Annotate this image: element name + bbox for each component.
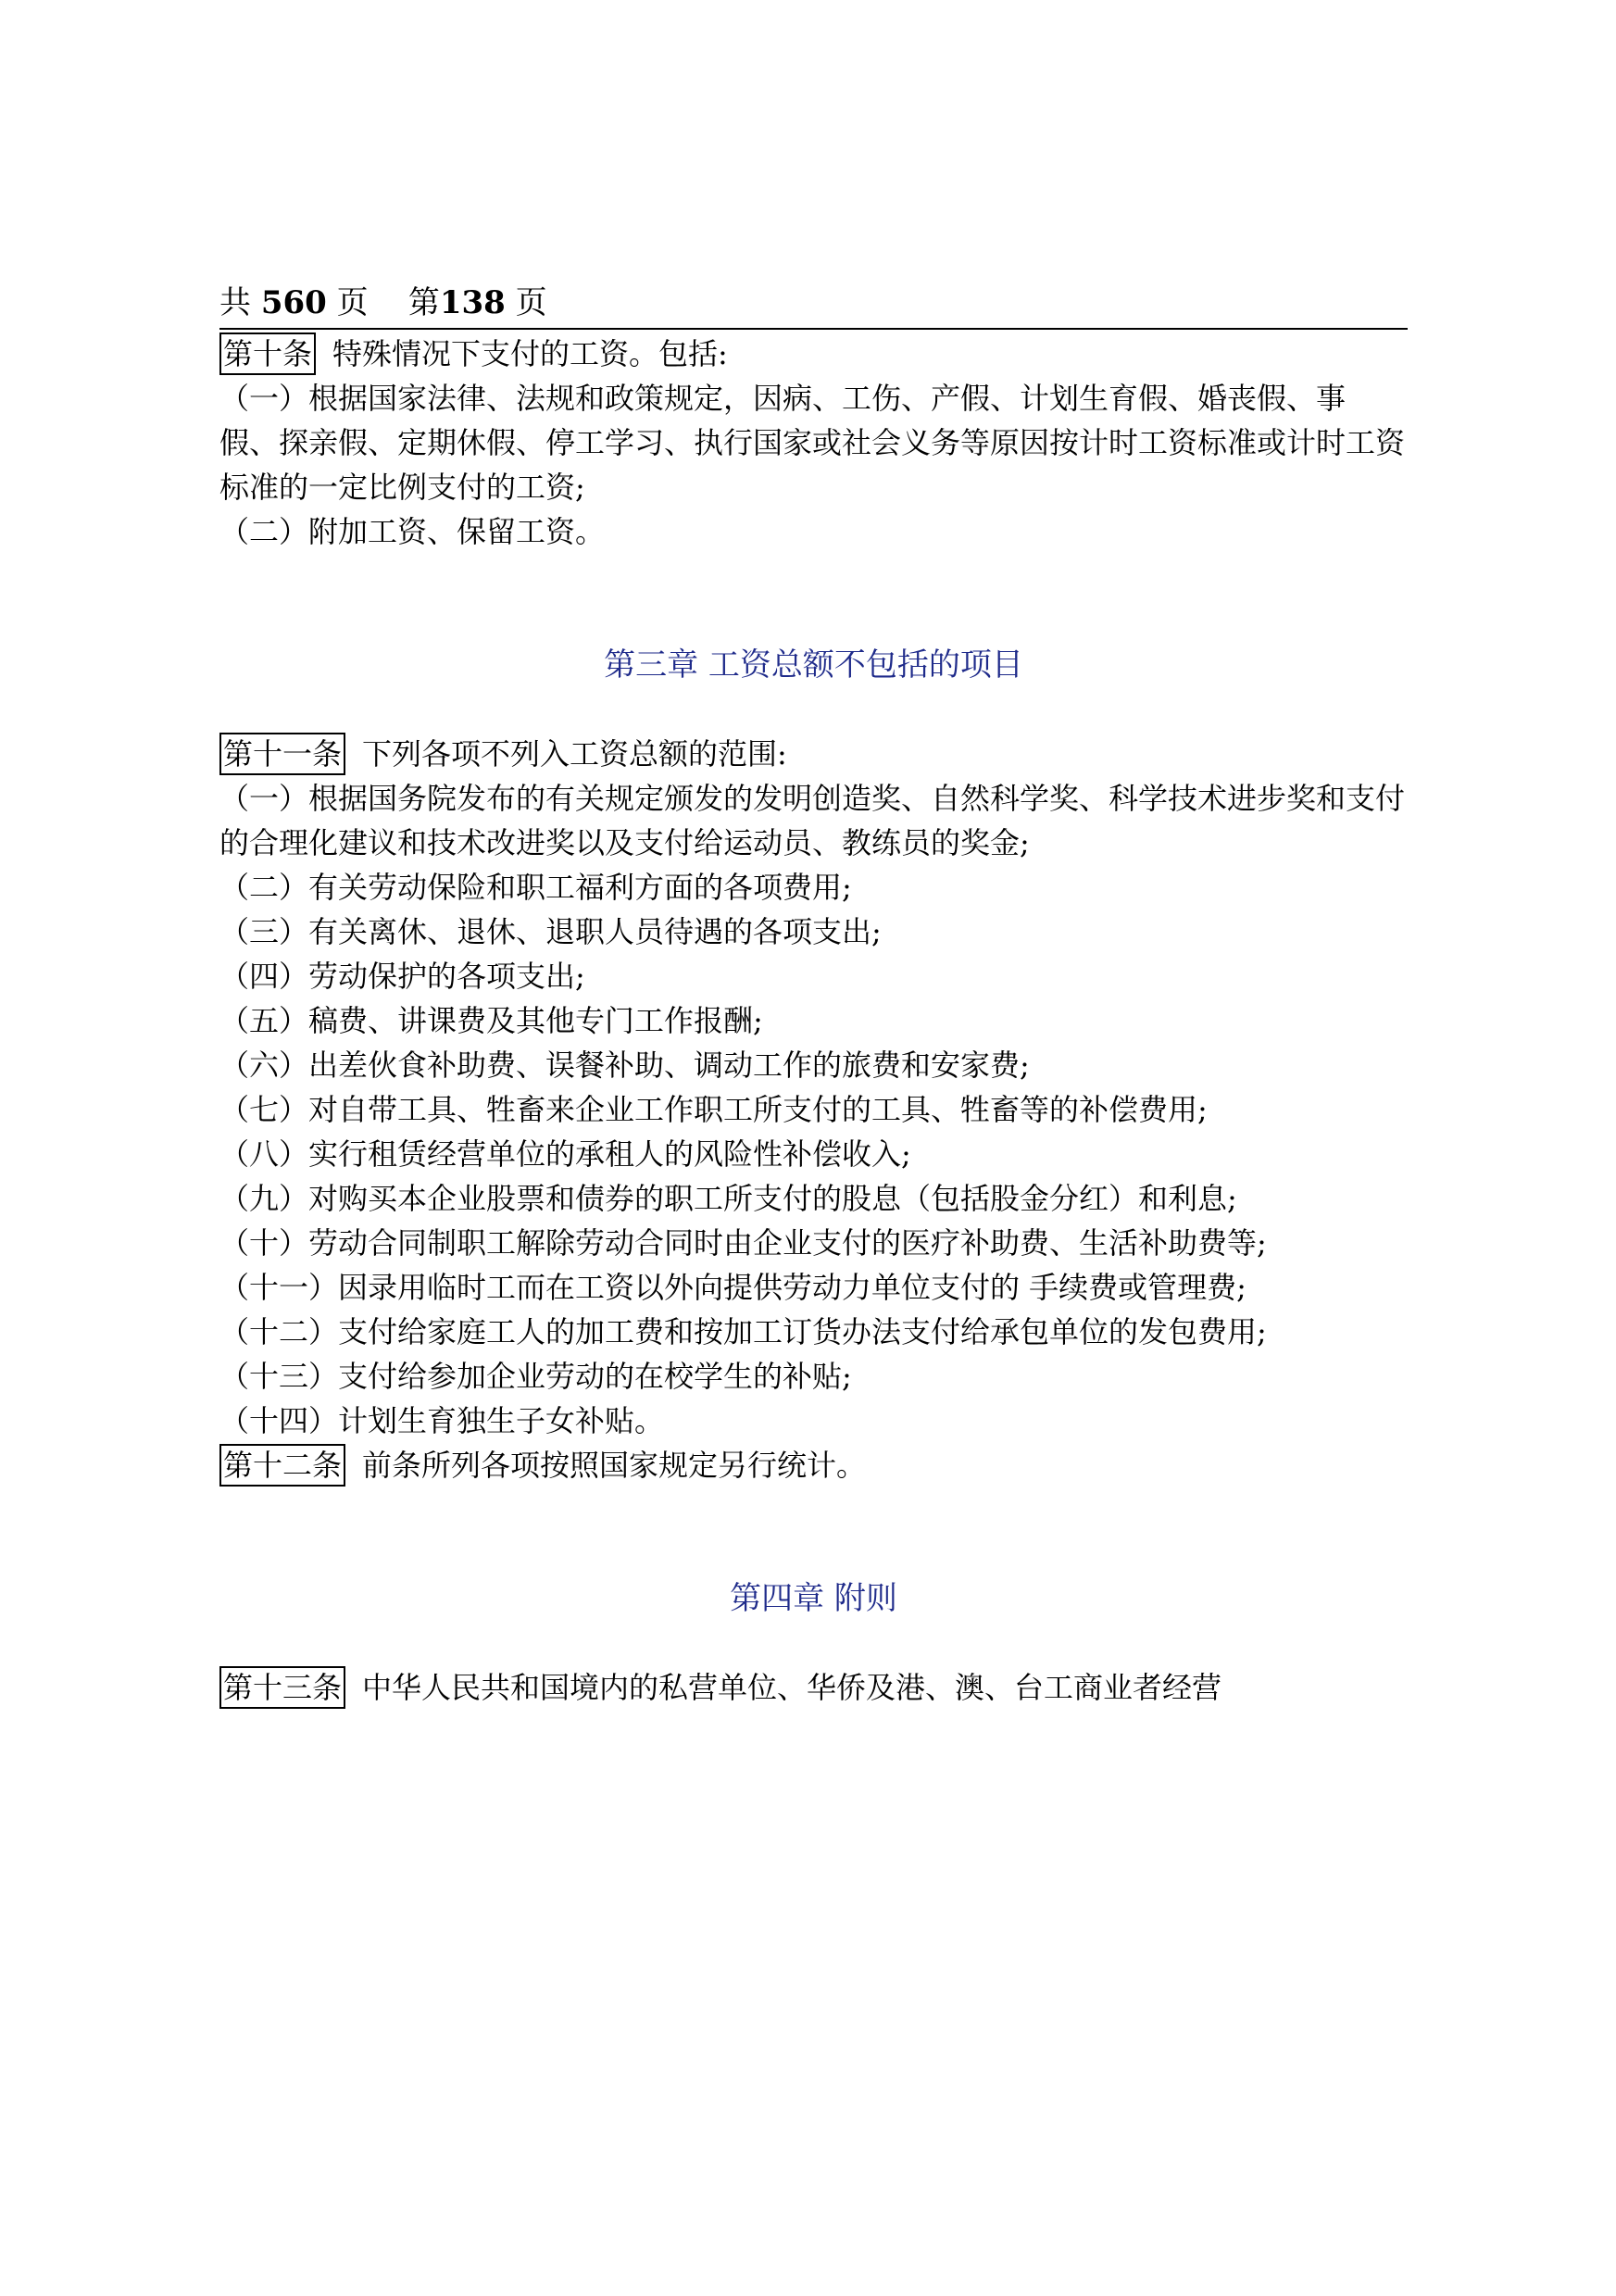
total-prefix: 共: [219, 284, 251, 321]
chapter-heading: 第四章 附则: [730, 1580, 897, 1617]
list-item: （八）实行租赁经营单位的承租人的风险性补偿收入;: [219, 1136, 911, 1172]
article-label: 第十条: [219, 332, 316, 375]
list-item: （十四）计划生育独生子女补贴。: [219, 1403, 665, 1438]
list-item: （九）对购买本企业股票和债券的职工所支付的股息（包括股金分红）和利息;: [219, 1181, 1237, 1216]
page-word: 页: [336, 284, 369, 321]
article-text: 下列各项不列入工资总额的范围:: [362, 736, 787, 772]
list-item: （五）稿费、讲课费及其他专门工作报酬;: [219, 1003, 763, 1038]
total-pages: 560: [260, 284, 327, 321]
document-body: [219, 332, 1408, 1710]
page-header: [219, 278, 1408, 330]
article-text: 特殊情况下支付的工资。包括:: [332, 336, 728, 371]
list-item: （十一）因录用临时工而在工资以外向提供劳动力单位支付的 手续费或管理费;: [219, 1270, 1246, 1305]
list-item: （六）出差伙食补助费、误餐补助、调动工作的旅费和安家费;: [219, 1048, 1030, 1083]
list-item: （十二）支付给家庭工人的加工费和按加工订货办法支付给承包单位的发包费用;: [219, 1314, 1267, 1349]
list-item: （二）有关劳动保险和职工福利方面的各项费用;: [219, 870, 852, 905]
article-label: 第十二条: [219, 1444, 345, 1487]
page-word: 页: [515, 284, 547, 321]
list-item: （七）对自带工具、牲畜来企业工作职工所支付的工具、牲畜等的补偿费用;: [219, 1092, 1208, 1127]
current-page: 138: [439, 284, 506, 321]
list-item: （一）根据国务院发布的有关规定颁发的发明创造奖、自然科学奖、科学技术进步奖和支付的合理化建议和技术改进奖以及支付给运动员、教练员的奖金;: [219, 781, 1406, 860]
list-item: （一）根据国家法律、法规和政策规定，因病、工伤、产假、计划生育假、婚丧假、事 假、探亲假、定期休假、停工学习、执行国家或社会义务等原因按计时工资标准或计时工资标准的一定比例支付的工资;: [219, 381, 1406, 505]
article-label: 第十三条: [219, 1666, 345, 1709]
list-item: （十）劳动合同制职工解除劳动合同时由企业支付的医疗补助费、生活补助费等;: [219, 1225, 1267, 1261]
document-page: [219, 278, 1408, 1710]
current-prefix: 第: [407, 284, 440, 321]
article-10: [219, 332, 1408, 376]
list-item: （十三）支付给参加企业劳动的在校学生的补贴;: [219, 1359, 852, 1394]
article-12: [219, 1443, 1408, 1487]
article-label: 第十一条: [219, 733, 345, 775]
chapter-heading: 第三章 工资总额不包括的项目: [604, 646, 1023, 684]
list-item: （二）附加工资、保留工资。: [219, 514, 606, 549]
article-13: [219, 1665, 1408, 1710]
list-item: （三）有关离休、退休、退职人员待遇的各项支出;: [219, 914, 882, 949]
article-text: 前条所列各项按照国家规定另行统计。: [362, 1448, 867, 1483]
article-text: 中华人民共和国境内的私营单位、华侨及港、澳、台工商业者经营: [362, 1670, 1222, 1705]
list-item: （四）劳动保护的各项支出;: [219, 959, 585, 994]
article-11: [219, 732, 1408, 776]
